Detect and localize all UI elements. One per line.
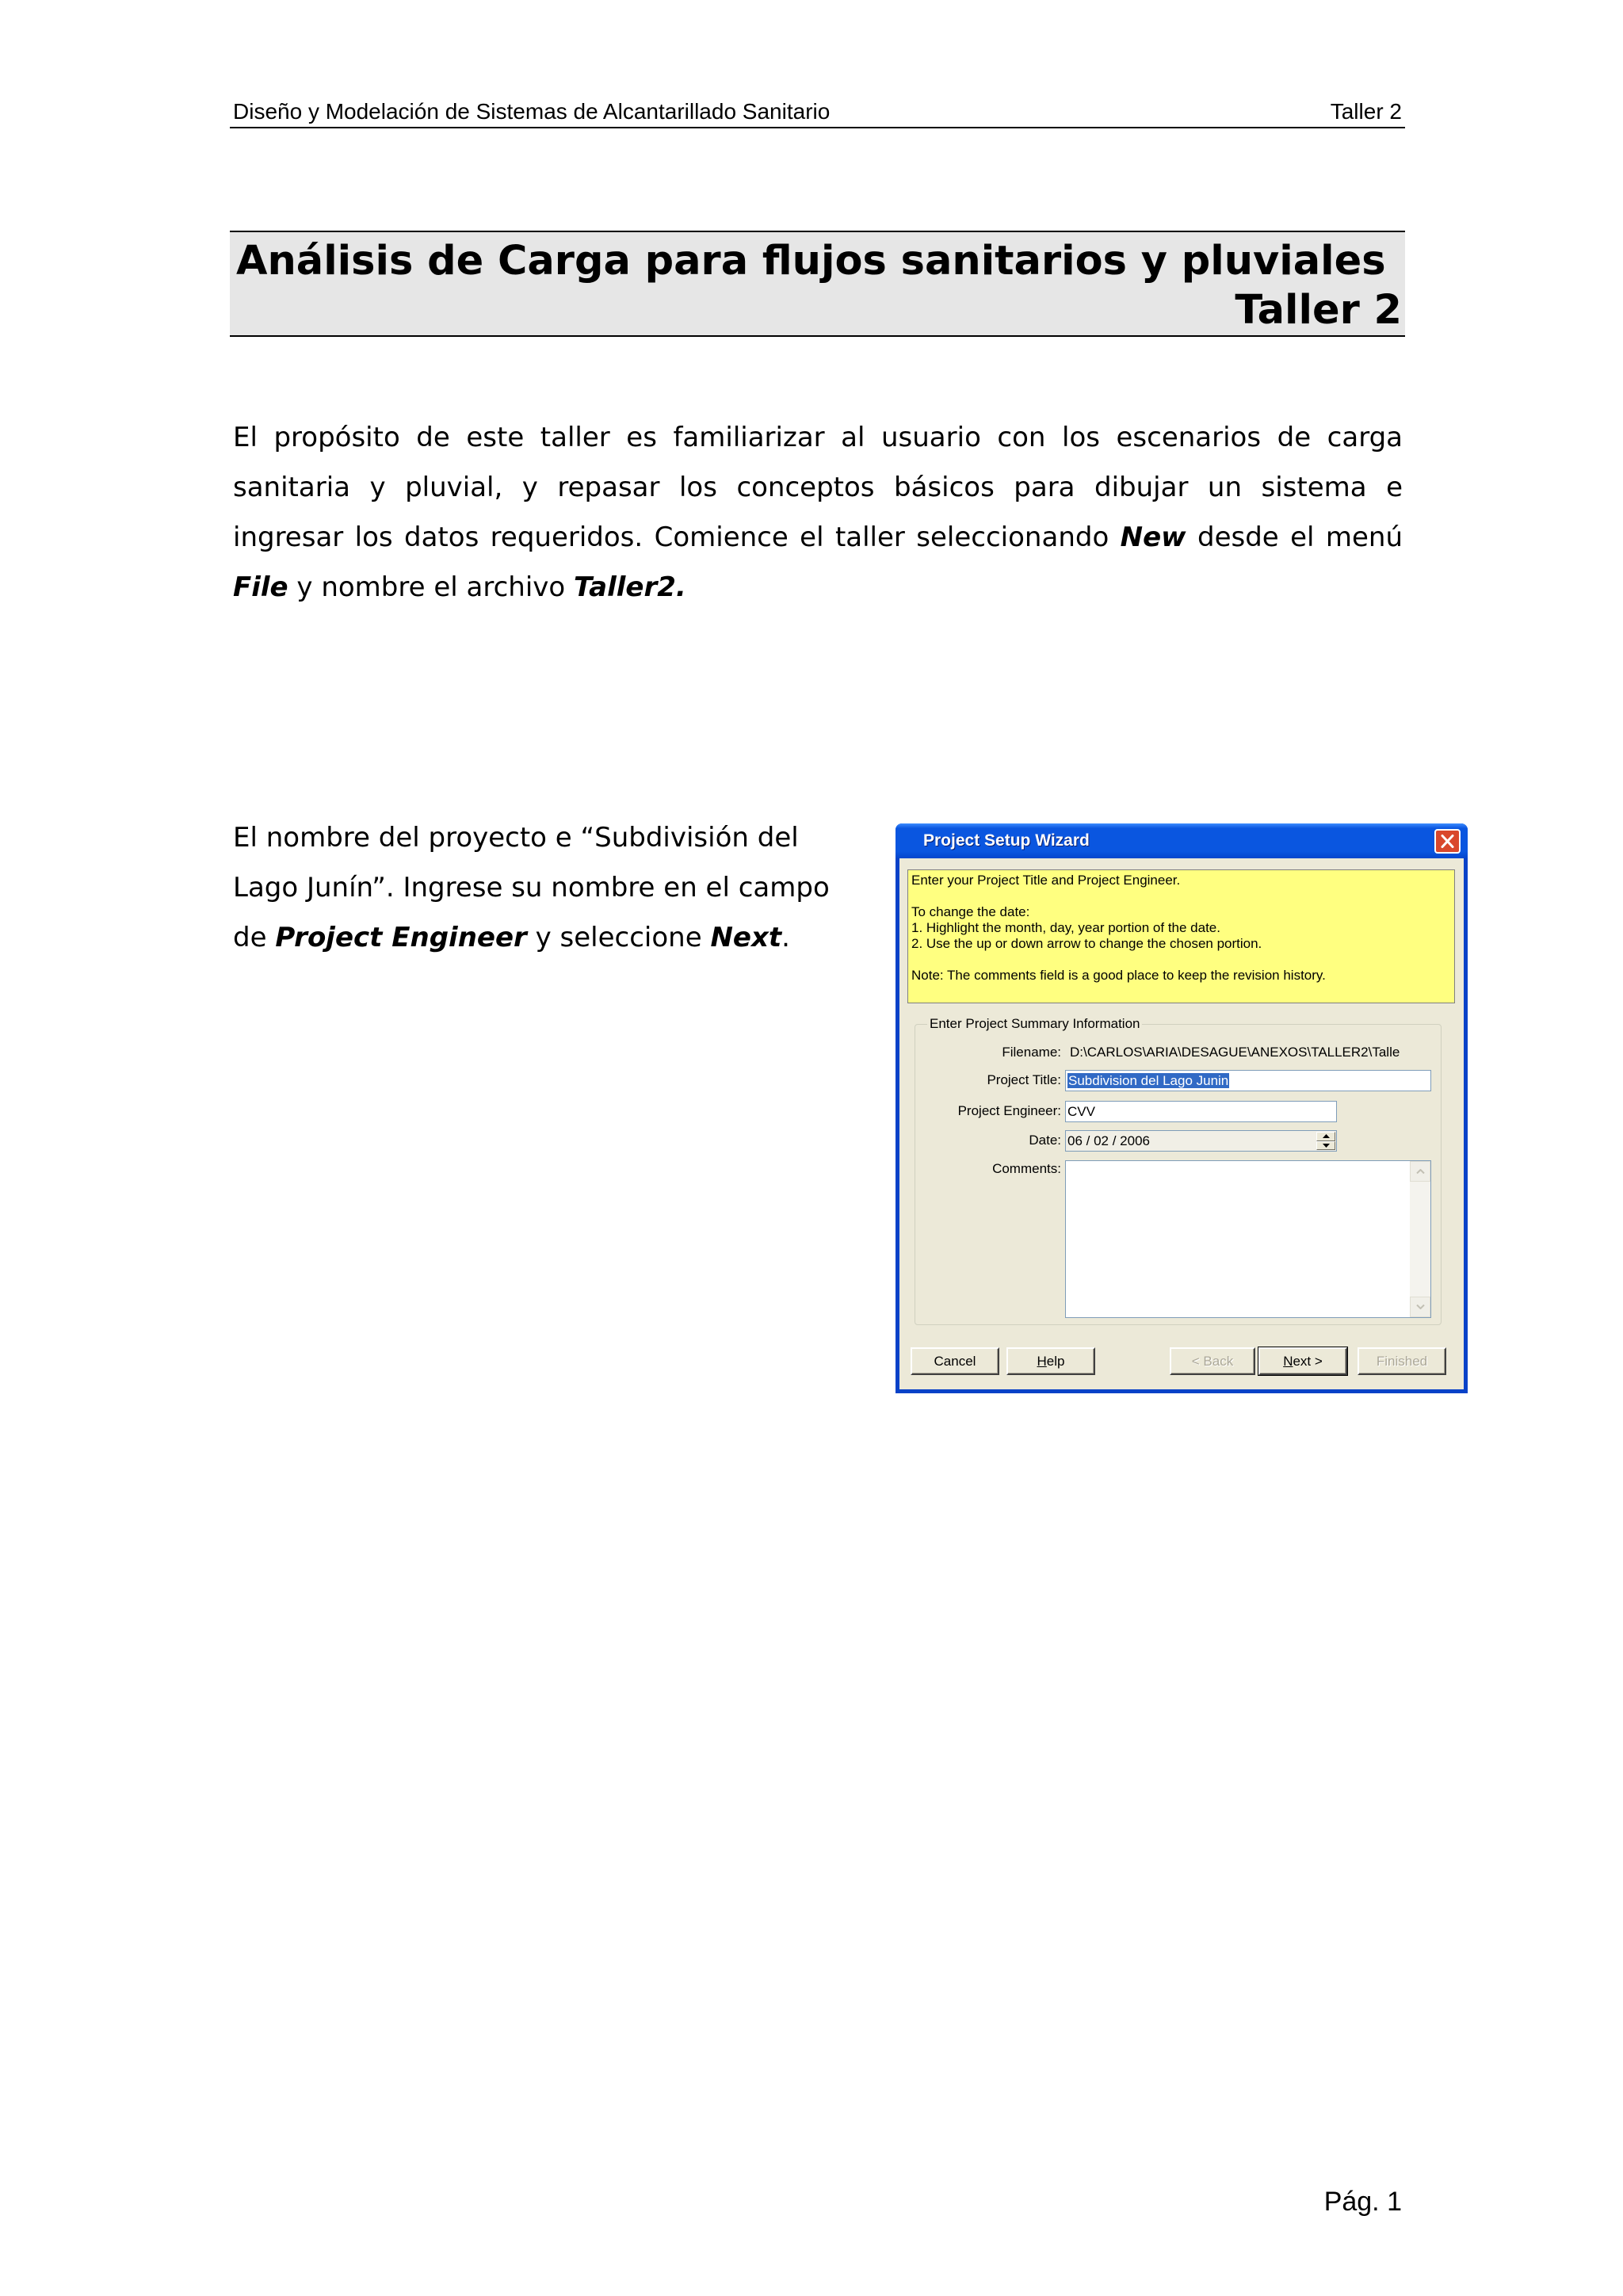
scrollbar-track[interactable] bbox=[1410, 1182, 1430, 1297]
dialog-title-bar[interactable] bbox=[896, 823, 1468, 858]
instructions-text: y seleccione bbox=[526, 922, 711, 953]
header-document-title: Diseño y Modelación de Sistemas de Alcantarillado Sanitario bbox=[233, 99, 831, 124]
dialog-title: Project Setup Wizard bbox=[923, 831, 1090, 850]
help-button[interactable]: Help bbox=[1006, 1347, 1095, 1375]
filename-value: D:\CARLOS\ARIA\DESAGUE\ANEXOS\TALLER2\Talle bbox=[1070, 1045, 1400, 1060]
instructions-text: . bbox=[781, 922, 790, 953]
project-title-input[interactable] bbox=[1065, 1070, 1431, 1091]
scroll-up-arrow-icon bbox=[1416, 1169, 1425, 1174]
intro-line bbox=[233, 463, 1403, 513]
page-header bbox=[230, 94, 1405, 128]
scroll-down-arrow-icon bbox=[1416, 1305, 1425, 1309]
header-section: Taller 2 bbox=[1330, 99, 1402, 124]
instructions-text: El nombre del proyecto e “Subdivisión del bbox=[233, 822, 799, 854]
project-title-value: Subdivision del Lago Junin bbox=[1068, 1073, 1229, 1088]
finished-button[interactable]: Finished bbox=[1358, 1347, 1446, 1375]
scroll-down-button[interactable] bbox=[1410, 1297, 1430, 1317]
emphasis-file: File bbox=[233, 571, 288, 603]
intro-paragraph bbox=[233, 413, 1403, 613]
date-spin-up-button[interactable] bbox=[1316, 1132, 1335, 1141]
info-line: 2. Use the up or down arrow to change the chosen portion. bbox=[911, 936, 1262, 951]
info-line: 1. Highlight the month, day, year portion of the date. bbox=[911, 920, 1220, 935]
info-line: Enter your Project Title and Project Engineer. bbox=[911, 873, 1181, 888]
date-spin-down-button[interactable] bbox=[1316, 1141, 1335, 1151]
scroll-up-button[interactable] bbox=[1410, 1161, 1430, 1182]
close-icon bbox=[1436, 831, 1459, 852]
project-title-label: Project Title: bbox=[987, 1072, 1061, 1087]
intro-text: sanitaria y pluvial, y repasar los conceptos básicos para dibujar un sistema e bbox=[233, 472, 1403, 503]
instructions-line bbox=[233, 863, 830, 913]
cancel-button[interactable]: Cancel bbox=[911, 1347, 999, 1375]
date-picker[interactable] bbox=[1065, 1130, 1337, 1152]
comments-textarea[interactable] bbox=[1065, 1160, 1431, 1318]
project-setup-wizard-dialog bbox=[896, 823, 1468, 1393]
close-button[interactable] bbox=[1434, 829, 1461, 854]
next-button[interactable]: Next > bbox=[1258, 1347, 1347, 1375]
intro-line bbox=[233, 513, 1403, 563]
group-label: Enter Project Summary Information bbox=[927, 1015, 1142, 1033]
intro-text: ingresar los datos requeridos. Comience el taller seleccionando bbox=[233, 521, 1121, 553]
intro-line bbox=[233, 563, 1403, 613]
info-line: Note: The comments field is a good place to keep the revision history. bbox=[911, 968, 1326, 983]
date-spinner bbox=[1316, 1132, 1335, 1150]
title-band bbox=[230, 231, 1405, 337]
intro-text: desde el menú bbox=[1186, 521, 1403, 553]
project-engineer-label: Project Engineer: bbox=[957, 1103, 1061, 1118]
info-panel bbox=[907, 869, 1455, 1003]
instructions-text: de bbox=[233, 922, 276, 953]
chevron-up-icon bbox=[1323, 1134, 1330, 1138]
page-subtitle: Taller 2 bbox=[1235, 287, 1402, 334]
filename-label: Filename: bbox=[1002, 1045, 1061, 1060]
comments-scrollbar[interactable] bbox=[1410, 1161, 1430, 1317]
date-label: Date: bbox=[1029, 1133, 1061, 1148]
emphasis-project-engineer: Project Engineer bbox=[275, 922, 527, 953]
project-engineer-input[interactable] bbox=[1065, 1101, 1337, 1122]
date-value: 06 / 02 / 2006 bbox=[1067, 1133, 1150, 1148]
page-number: Pág. 1 bbox=[1323, 2187, 1402, 2217]
intro-text: El propósito de este taller es familiarizar al usuario con los escenarios de carga bbox=[233, 422, 1403, 453]
project-engineer-value: CVV bbox=[1067, 1104, 1095, 1119]
instructions-line bbox=[233, 913, 830, 963]
instructions-text: Lago Junín”. Ingrese su nombre en el campo bbox=[233, 872, 830, 904]
back-button[interactable]: < Back bbox=[1170, 1347, 1255, 1375]
info-line: To change the date: bbox=[911, 904, 1030, 919]
comments-label: Comments: bbox=[992, 1161, 1061, 1176]
emphasis-next: Next bbox=[710, 922, 782, 953]
emphasis-filename: Taller2. bbox=[574, 571, 686, 603]
emphasis-new: New bbox=[1120, 521, 1186, 553]
instructions-paragraph bbox=[233, 813, 830, 963]
intro-text: y nombre el archivo bbox=[288, 571, 574, 603]
instructions-line bbox=[233, 813, 830, 863]
page-title: Análisis de Carga para flujos sanitarios y pluviales bbox=[236, 238, 1386, 285]
intro-line bbox=[233, 413, 1403, 463]
chevron-down-icon bbox=[1323, 1144, 1330, 1148]
